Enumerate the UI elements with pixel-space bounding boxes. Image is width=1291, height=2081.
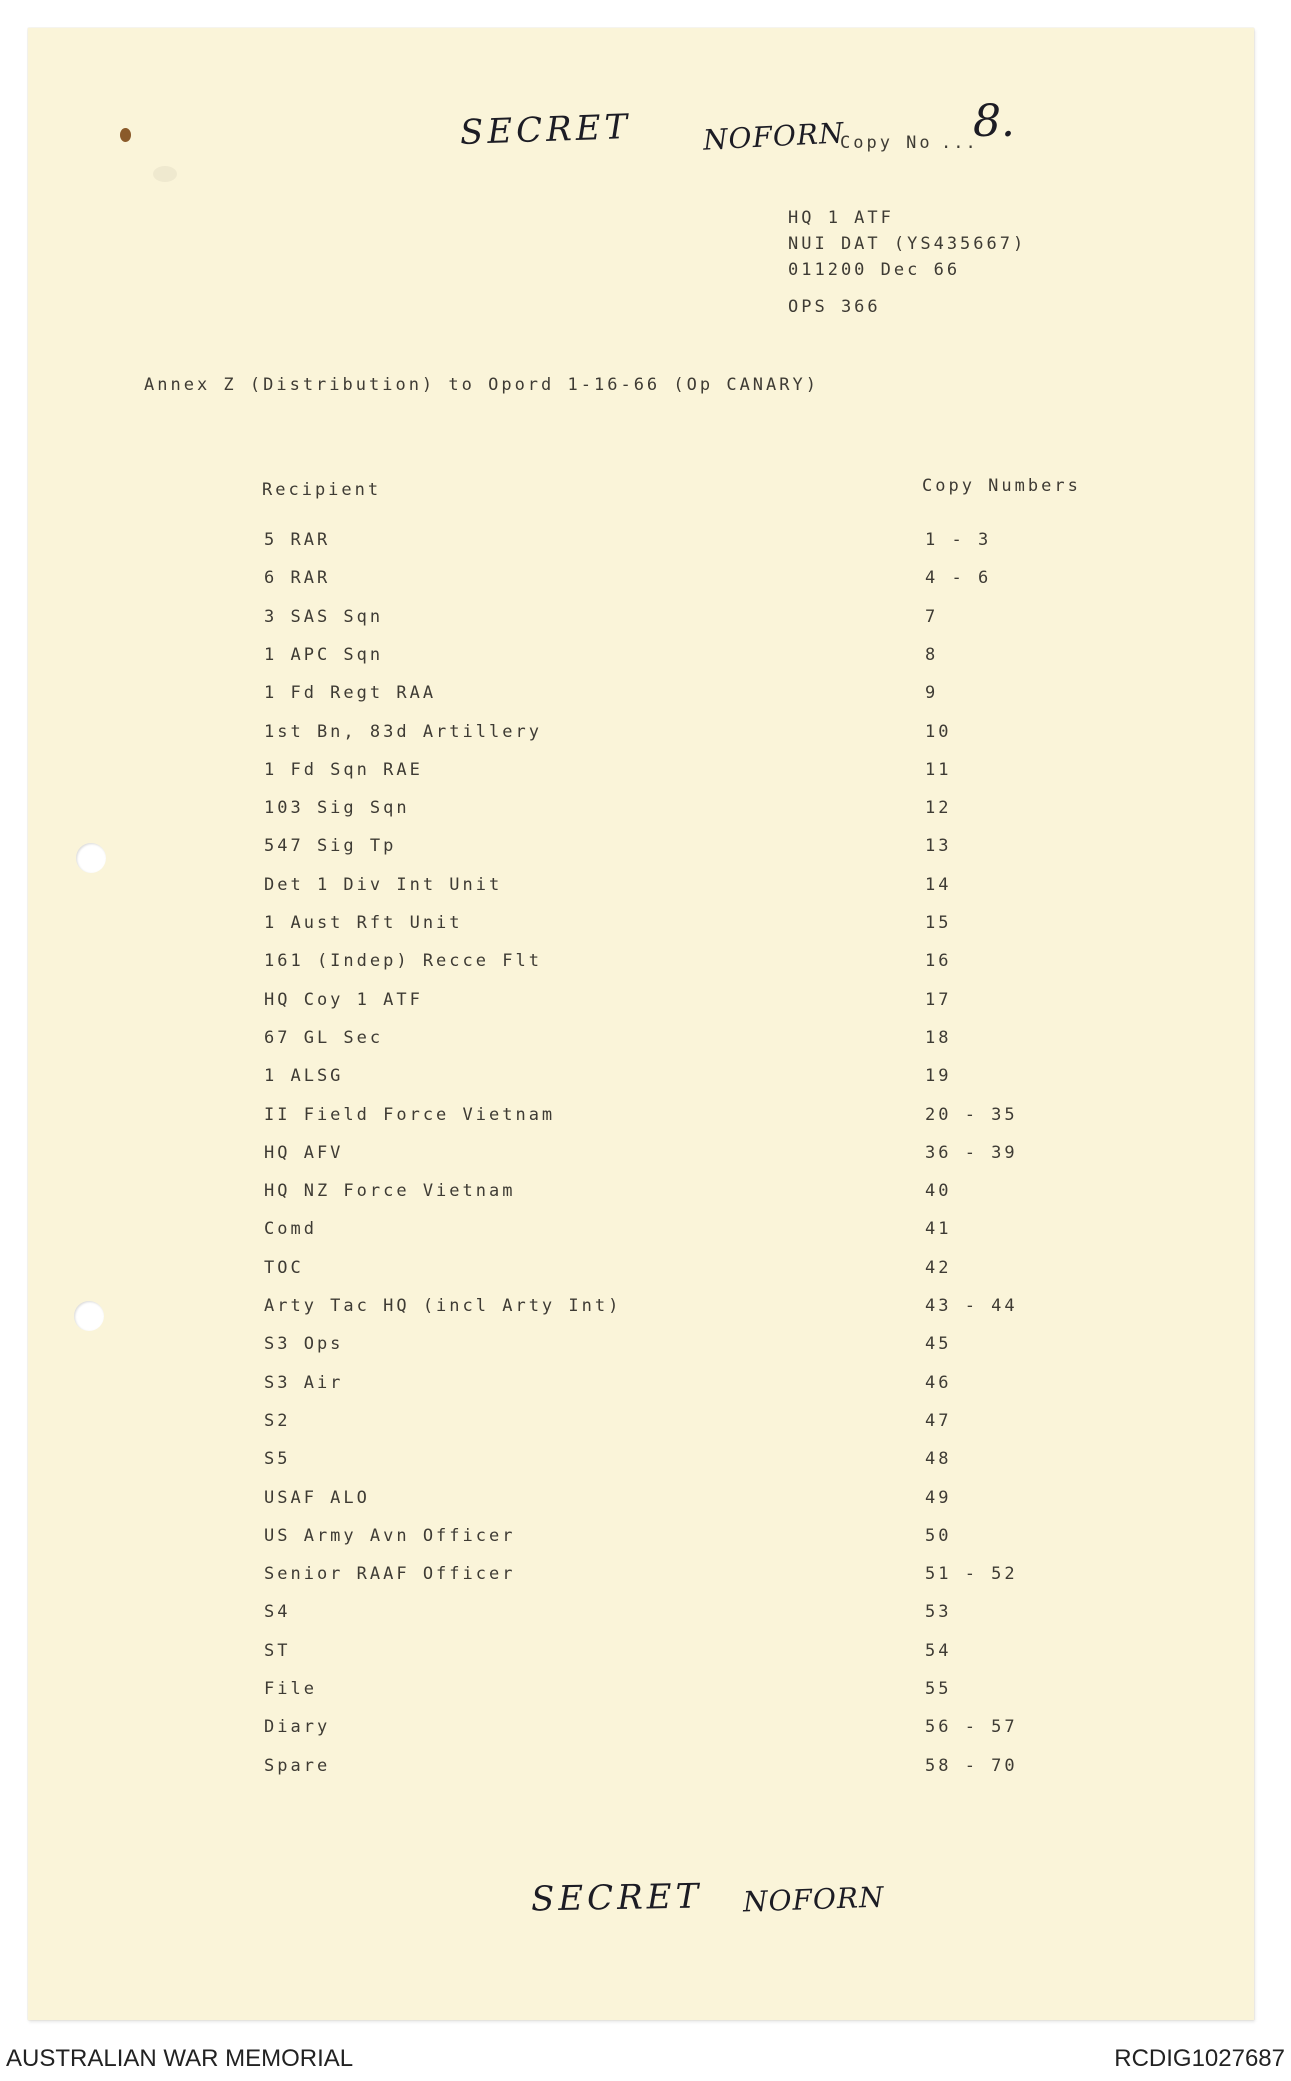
recipient-cell: HQ AFV [264,1142,344,1163]
recipient-cell: Det 1 Div Int Unit [264,874,503,895]
table-row [28,1373,1254,1403]
table-row [28,951,1254,981]
recipient-cell: 3 SAS Sqn [264,606,384,627]
copy-numbers-cell: 15 [925,913,952,933]
table-row [28,1449,1254,1479]
table-row [28,875,1254,905]
copy-number: 8. [973,96,1015,147]
recipient-header: Recipient [262,480,382,500]
copy-numbers-cell: 7 [925,606,939,627]
recipient-cell: S3 Air [264,1372,344,1393]
table-row [28,530,1254,560]
archive-item-id: RCDIG1027687 [1114,2045,1285,2072]
copy-numbers-cell: 20 - 35 [925,1104,1018,1125]
archive-institution: AUSTRALIAN WAR MEMORIAL [6,2045,354,2072]
copy-numbers-cell: 10 [925,721,952,742]
copy-no-dots: ... [941,133,978,153]
copy-numbers-cell: 51 - 52 [925,1564,1018,1585]
recipient-cell: HQ Coy 1 ATF [264,989,423,1010]
recipient-cell: S4 [264,1602,291,1623]
paper-blemish [153,166,177,182]
copy-numbers-cell: 8 [925,644,939,665]
recipient-cell: S2 [264,1410,291,1431]
recipient-cell: HQ NZ Force Vietnam [264,1181,516,1202]
copy-numbers-cell: 14 [925,874,952,895]
copy-numbers-cell: 43 - 44 [925,1296,1018,1316]
table-row [28,1717,1254,1747]
recipient-cell: 161 (Indep) Recce Flt [264,951,542,972]
recipient-cell: TOC [264,1257,304,1278]
originator-dtg: 011200 Dec 66 [788,260,961,280]
table-row [28,1143,1254,1173]
copy-numbers-cell: 18 [925,1027,952,1048]
copy-numbers-cell: 54 [925,1640,952,1661]
copy-numbers-cell: 36 - 39 [925,1142,1018,1163]
copy-numbers-cell: 45 [925,1334,952,1355]
copy-numbers-header: Copy Numbers [922,476,1081,496]
copy-numbers-cell: 56 - 57 [925,1717,1018,1738]
table-row [28,645,1254,675]
copy-numbers-cell: 12 [925,798,952,819]
copy-numbers-cell: 13 [925,836,952,857]
recipient-cell: 1 Fd Sqn RAE [264,759,423,780]
originator-unit: HQ 1 ATF [788,208,894,228]
recipient-cell: 103 Sig Sqn [264,798,410,819]
table-row [28,990,1254,1020]
recipient-cell: S3 Ops [264,1334,344,1355]
table-row [28,1258,1254,1288]
recipient-cell: Senior RAAF Officer [264,1564,516,1585]
recipient-cell: 6 RAR [264,568,331,589]
copy-numbers-cell: 16 [925,951,952,972]
recipient-cell: USAF ALO [264,1487,370,1508]
recipient-cell: 1 APC Sqn [264,644,384,665]
table-row [28,683,1254,713]
annex-title: Annex Z (Distribution) to Opord 1-16-66 (Op CANARY) [144,375,819,395]
table-row [28,1181,1254,1211]
table-row [28,798,1254,828]
table-row [28,913,1254,943]
copy-numbers-cell: 47 [925,1410,952,1431]
copy-numbers-cell: 9 [925,683,939,704]
table-row [28,1756,1254,1786]
recipient-cell: 5 RAR [264,530,331,550]
recipient-cell: File [264,1679,317,1699]
copy-numbers-cell: 1 - 3 [925,530,992,550]
recipient-cell: 67 GL Sec [264,1027,384,1048]
table-row [28,1105,1254,1135]
copy-numbers-cell: 48 [925,1449,952,1470]
classification-bottom: SECRET [530,1876,703,1920]
copy-numbers-cell: 4 - 6 [925,568,992,589]
table-row [28,1334,1254,1364]
copy-numbers-cell: 19 [925,1066,952,1087]
table-row [28,607,1254,637]
recipient-cell: 1 ALSG [264,1066,344,1087]
table-row [28,1488,1254,1518]
recipient-cell: US Army Avn Officer [264,1525,516,1546]
copy-numbers-cell: 42 [925,1257,952,1278]
table-row [28,836,1254,866]
copy-numbers-cell: 58 - 70 [925,1755,1018,1776]
copy-numbers-cell: 41 [925,1219,952,1240]
noforn-bottom: NOFORN [742,1880,885,1919]
copy-numbers-cell: 53 [925,1602,952,1623]
copy-numbers-cell: 17 [925,989,952,1010]
recipient-cell: 1 Aust Rft Unit [264,913,463,933]
copy-numbers-cell: 49 [925,1487,952,1508]
table-row [28,1526,1254,1556]
ops-reference: OPS 366 [788,297,881,317]
noforn-top: NOFORN [702,116,846,157]
copy-numbers-cell: 46 [925,1372,952,1393]
recipient-cell: 1 Fd Regt RAA [264,683,437,704]
recipient-cell: Arty Tac HQ (incl Arty Int) [264,1296,622,1316]
table-row [28,1066,1254,1096]
recipient-cell: ST [264,1640,291,1661]
recipient-cell: Comd [264,1219,317,1240]
recipient-cell: Spare [264,1755,331,1776]
copy-numbers-cell: 50 [925,1525,952,1546]
table-row [28,722,1254,752]
table-row [28,1219,1254,1249]
recipient-cell: II Field Force Vietnam [264,1104,556,1125]
originator-location: NUI DAT (YS435667) [788,234,1027,254]
table-row [28,1028,1254,1058]
recipient-cell: Diary [264,1717,331,1738]
copy-numbers-cell: 55 [925,1679,952,1699]
table-row [28,1602,1254,1632]
copy-numbers-cell: 11 [925,759,952,780]
classification-top: SECRET [459,107,632,153]
table-row [28,568,1254,598]
table-row [28,1679,1254,1709]
recipient-cell: 1st Bn, 83d Artillery [264,721,542,742]
recipient-cell: S5 [264,1449,291,1470]
table-row [28,1296,1254,1326]
table-row [28,1564,1254,1594]
rust-stain [120,128,131,142]
copy-no-label: Copy No [840,133,933,153]
table-row [28,760,1254,790]
copy-numbers-cell: 40 [925,1181,952,1202]
table-row [28,1641,1254,1671]
recipient-cell: 547 Sig Tp [264,836,397,857]
document-page [28,28,1254,2020]
table-row [28,1411,1254,1441]
